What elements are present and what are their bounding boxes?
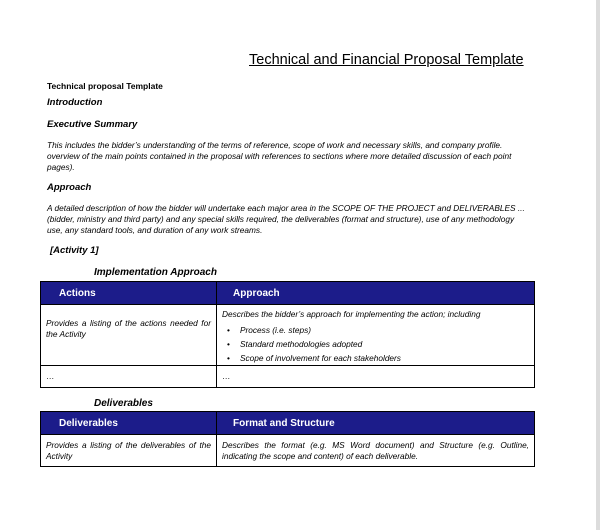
executive-summary-line: This includes the bidder’s understanding of the terms of reference, scope of work and necessary skills, and company profile. xyxy=(47,140,503,150)
format-cell: Describes the format (e.g. MS Word document) and Structure (e.g. Outline, indicating the scope and content) of each deliverable. xyxy=(217,435,535,467)
table-row xyxy=(41,366,535,388)
deliverables-table xyxy=(40,411,535,467)
ellipsis-cell: … xyxy=(41,366,217,388)
deliverables-heading: Deliverables xyxy=(94,398,153,409)
executive-summary-text xyxy=(47,140,567,173)
table-row xyxy=(41,435,535,467)
approach-text xyxy=(47,203,567,236)
page-edge xyxy=(596,0,600,530)
list-item: • Process (i.e. steps) xyxy=(240,323,534,337)
column-header-approach: Approach xyxy=(217,282,535,305)
document-title: Technical and Financial Proposal Template xyxy=(249,52,524,68)
approach-bullet-list xyxy=(222,320,534,365)
activity-heading: [Activity 1] xyxy=(50,245,99,256)
approach-heading: Approach xyxy=(47,182,92,193)
ellipsis-cell: … xyxy=(217,366,535,388)
executive-summary-heading: Executive Summary xyxy=(47,119,138,130)
list-item: • Standard methodologies adopted xyxy=(240,337,534,351)
table-header-row xyxy=(41,412,535,435)
deliverables-cell: Provides a listing of the deliverables of the Activity xyxy=(41,435,217,467)
implementation-table xyxy=(40,281,535,388)
approach-cell: Describes the bidder’s approach for implementing the action; including • Process (i.e. steps) • Standard methodologies adopted • Scope of involvement for each stakeholders xyxy=(217,305,535,366)
executive-summary-line: pages). xyxy=(47,162,75,172)
table-header-row xyxy=(41,282,535,305)
actions-cell: Provides a listing of the actions needed for the Activity xyxy=(41,305,217,366)
column-header-deliverables: Deliverables xyxy=(41,412,217,435)
column-header-format-structure: Format and Structure xyxy=(217,412,535,435)
table-row xyxy=(41,305,535,366)
executive-summary-line: overview of the main points contained in the proposal with references to sections where more detailed discussion of each point xyxy=(47,151,512,161)
list-item: • Scope of involvement for each stakeholders xyxy=(240,351,534,365)
technical-proposal-label: Technical proposal Template xyxy=(47,81,163,91)
column-header-actions: Actions xyxy=(41,282,217,305)
introduction-heading: Introduction xyxy=(47,97,103,108)
approach-line: A detailed description of how the bidder will undertake each major area in the SCOPE OF THE PROJECT and DELIVERABLES ... xyxy=(47,203,525,213)
approach-line: (bidder, ministry and third party) and any special skills required, the deliverables (format and structure), use of any methodology xyxy=(47,214,515,224)
implementation-approach-heading: Implementation Approach xyxy=(94,267,217,278)
approach-line: use, any standard tools, and duration of any work streams. xyxy=(47,225,263,235)
